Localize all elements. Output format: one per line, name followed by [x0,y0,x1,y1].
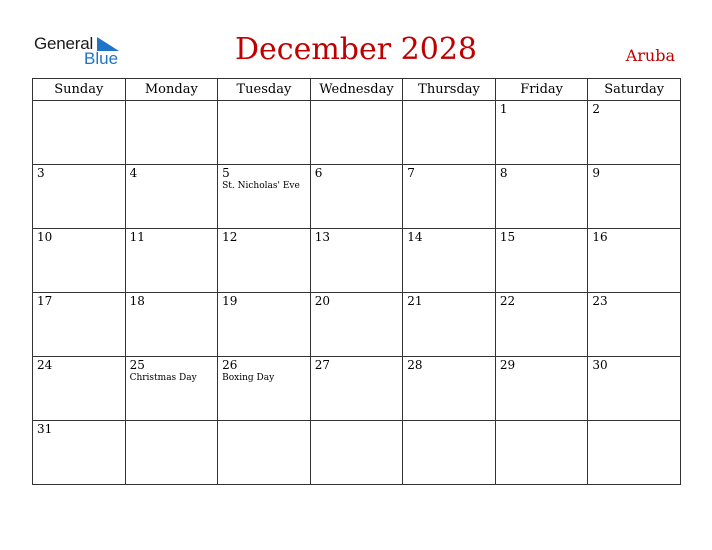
day-number: 14 [407,230,423,244]
day-number: 4 [129,166,138,180]
day-cell [403,101,496,165]
day-number [588,421,680,422]
day-number: 11 [129,230,145,244]
day-cell [588,293,681,357]
day-number: 5 [222,166,230,180]
calendar-grid [32,78,681,485]
day-cell [588,165,681,229]
day-cell [403,357,496,421]
day-number: 13 [314,230,330,244]
day-number [126,421,218,422]
day-cell [218,165,311,229]
week-row [33,357,681,421]
holiday-label: St. Nicholas' Eve [222,181,300,191]
weekday-header: Monday [125,79,218,101]
calendar-title: December 2028 [235,32,477,67]
day-number: 3 [37,166,45,180]
week-row [33,421,681,485]
day-number: 25 [129,358,145,372]
day-number: 31 [37,422,53,436]
day-cell [33,229,126,293]
weekday-header: Sunday [33,79,126,101]
day-cell [588,421,681,485]
weekday-header: Thursday [403,79,496,101]
day-number [311,421,403,422]
day-cell [310,293,403,357]
day-number: 6 [314,166,323,180]
holiday-label: Boxing Day [222,373,275,383]
day-cell [310,229,403,293]
day-number: 9 [592,166,601,180]
day-cell [495,101,588,165]
day-cell [218,101,311,165]
day-cell [125,165,218,229]
day-number: 8 [499,166,508,180]
day-number: 27 [314,358,330,372]
day-cell [310,165,403,229]
day-cell [403,421,496,485]
week-row [33,165,681,229]
day-number: 29 [499,358,516,372]
day-cell [125,229,218,293]
day-cell [403,293,496,357]
day-number: 23 [592,294,608,308]
day-cell [310,421,403,485]
day-number: 21 [407,294,423,308]
day-cell [125,357,218,421]
day-number: 18 [129,294,145,308]
day-cell [218,421,311,485]
day-cell [495,293,588,357]
day-cell [403,165,496,229]
week-row [33,293,681,357]
day-number: 15 [499,230,516,244]
day-cell [495,357,588,421]
day-cell [310,101,403,165]
day-number: 10 [37,230,53,244]
day-cell [588,229,681,293]
day-cell [218,357,311,421]
day-cell [588,101,681,165]
day-number [403,101,495,102]
day-number: 7 [407,166,415,180]
logo-text-blue: Blue [84,49,119,68]
day-number [311,101,403,102]
weekday-header: Friday [495,79,588,101]
logo-text-general: General [34,34,94,53]
day-number: 17 [37,294,53,308]
day-cell [495,165,588,229]
day-cell [33,357,126,421]
day-number [218,101,310,102]
day-cell [403,229,496,293]
day-cell [33,421,126,485]
day-cell [125,293,218,357]
day-number: 30 [592,358,608,372]
holiday-label: Christmas Day [129,373,197,383]
day-cell [33,101,126,165]
weekday-header: Wednesday [310,79,403,101]
day-number: 2 [592,102,601,116]
day-number [218,421,310,422]
day-cell [218,229,311,293]
day-number [403,421,495,422]
day-cell [495,229,588,293]
day-number: 19 [222,294,238,308]
day-number: 28 [407,358,423,372]
day-cell [125,421,218,485]
weekday-header-row [33,79,681,101]
day-cell [125,101,218,165]
day-number [126,101,218,102]
day-number [496,421,588,422]
day-number: 1 [499,102,508,116]
weekday-header: Saturday [588,79,681,101]
week-row [33,101,681,165]
weekday-header: Tuesday [218,79,311,101]
day-cell [310,357,403,421]
day-cell [218,293,311,357]
day-cell [33,165,126,229]
day-cell [33,293,126,357]
day-number: 16 [592,230,608,244]
day-number: 12 [222,230,238,244]
country-label: Aruba [625,46,675,65]
day-cell [588,357,681,421]
day-number [33,101,125,102]
day-cell [495,421,588,485]
day-number: 20 [314,294,330,308]
week-row [33,229,681,293]
day-number: 24 [37,358,53,372]
day-number: 22 [499,294,516,308]
day-number: 26 [222,358,238,372]
